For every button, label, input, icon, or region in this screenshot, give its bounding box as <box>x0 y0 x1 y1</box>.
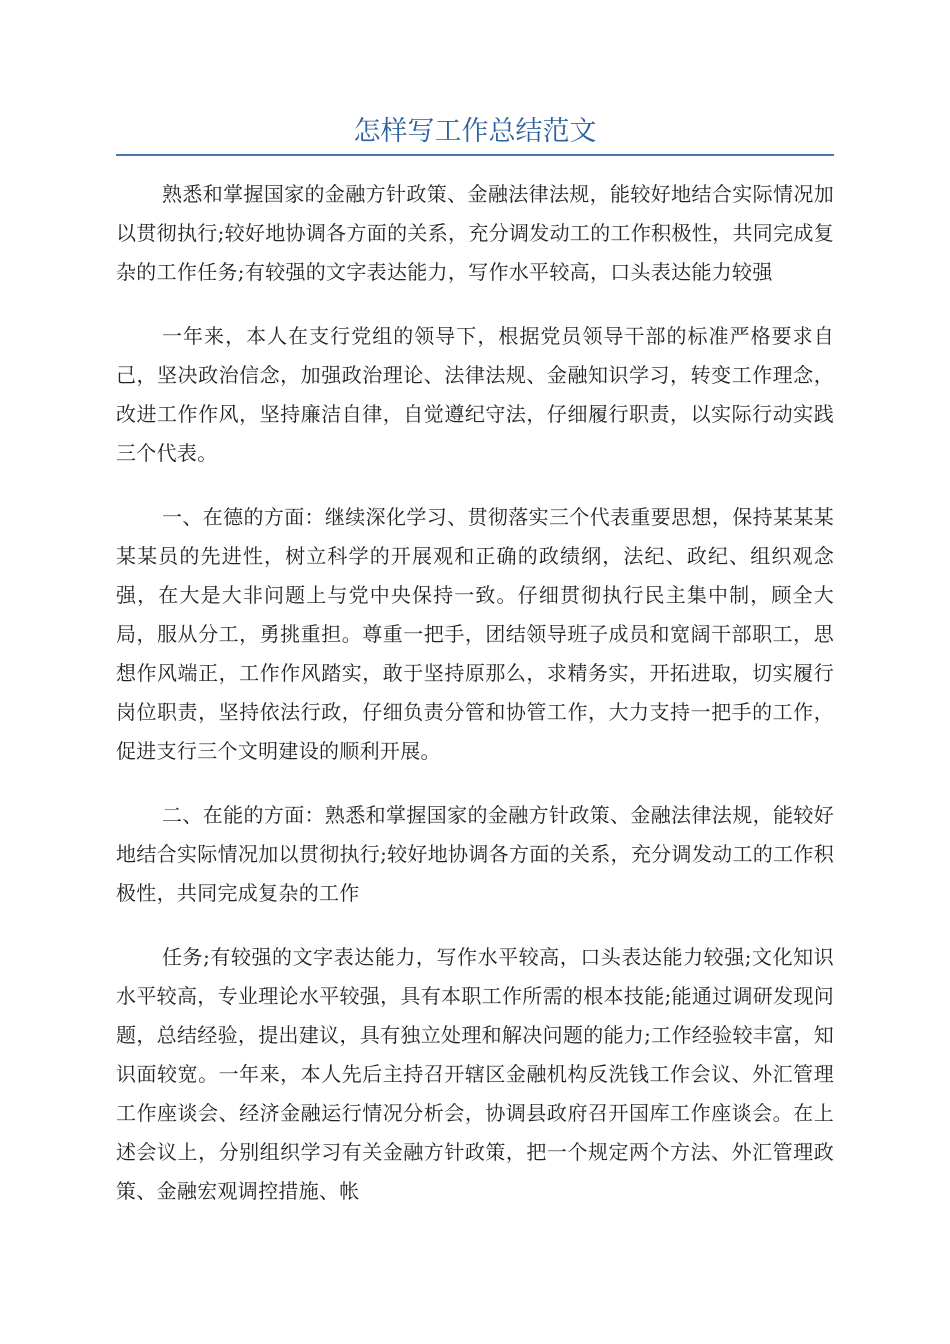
document-title: 怎样写工作总结范文 <box>353 116 597 147</box>
title-underline <box>116 154 834 156</box>
document-body <box>116 175 834 1236</box>
paragraph: 任务;有较强的文字表达能力，写作水平较高，口头表达能力较强;文化知识水平较高，专业理论水平较强，具有本职工作所需的根本技能;能通过调研发现问题，总结经验，提出建议，具有独立处理和解决问题的能力;工作经验较丰富，知识面较宽。一年来，本人先后主持召开辖区金融机构反洗钱工作会议、外汇管理工作座谈会、经济金融运行情况分析会，协调县政府召开国库工作座谈会。在上述会议上，分别组织学习有关金融方针政策，把一个规定两个方法、外汇管理政策、金融宏观调控措施、帐 <box>116 945 834 1203</box>
paragraph: 一、在德的方面：继续深化学习、贯彻落实三个代表重要思想，保持某某某某某员的先进性，树立科学的开展观和正确的政绩纲，法纪、政纪、组织观念强，在大是大非问题上与党中央保持一致。仔细贯彻执行民主集中制，顾全大局，服从分工，勇挑重担。尊重一把手，团结领导班子成员和宽阔干部职工，思想作风端正，工作作风踏实，敢于坚持原那么，求精务实，开拓进取，切实履行岗位职责，坚持依法行政，仔细负责分管和协管工作，大力支持一把手的工作，促进支行三个文明建设的顺利开展。 <box>116 505 834 763</box>
paragraph: 一年来，本人在支行党组的领导下，根据党员领导干部的标准严格要求自己，坚决政治信念，加强政治理论、法律法规、金融知识学习，转变工作理念，改进工作作风，坚持廉洁自律，自觉遵纪守法，仔细履行职责，以实际行动实践三个代表。 <box>116 324 834 465</box>
paragraph: 熟悉和掌握国家的金融方针政策、金融法律法规，能较好地结合实际情况加以贯彻执行;较好地协调各方面的关系，充分调发动工的工作积极性，共同完成复杂的工作任务;有较强的文字表达能力，写作水平较高，口头表达能力较强 <box>116 182 834 284</box>
paragraph: 二、在能的方面：熟悉和掌握国家的金融方针政策、金融法律法规，能较好地结合实际情况加以贯彻执行;较好地协调各方面的关系，充分调发动工的工作积极性，共同完成复杂的工作 <box>116 803 834 905</box>
